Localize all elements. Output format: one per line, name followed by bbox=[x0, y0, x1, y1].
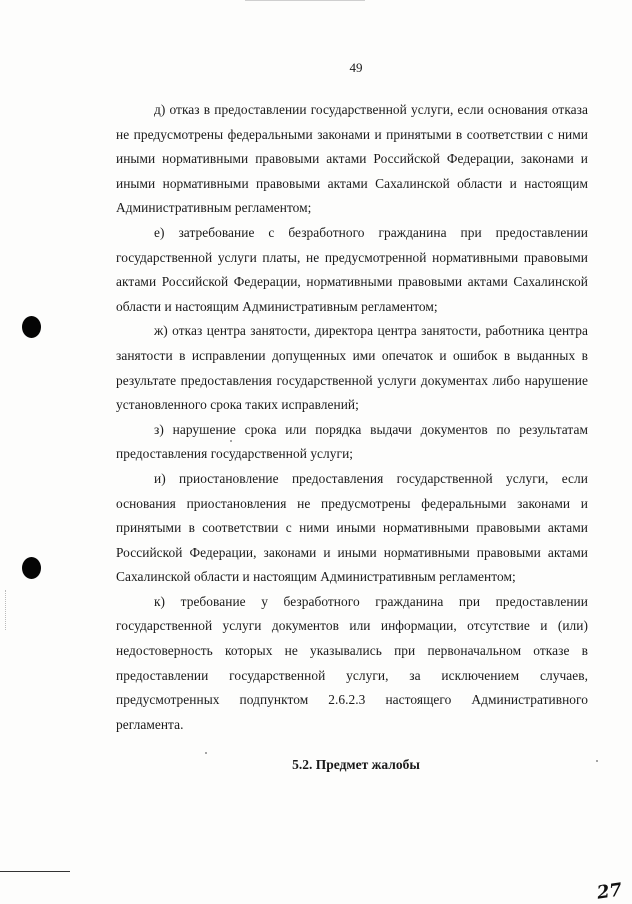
list-item-k: к) требование у безработного гражданина при предоставлении государственной услуги документов или информации, отсутствие и (или) недостоверность которых не указывались при первоначальном отказе в предоставлении государственной услуги, за исключением случаев, предусмотренных подпунктом 2.6.2.3 настоящего Административного регламента. bbox=[116, 593, 588, 732]
scan-speck bbox=[230, 440, 232, 442]
scan-edge-line bbox=[0, 871, 70, 872]
list-item-z: з) нарушение срока или порядка выдачи документов по результатам предоставления государственной услуги; bbox=[116, 421, 588, 462]
list-item-e: е) затребование с безработного гражданина при предоставлении государственной услуги платы, не предусмотренной нормативными правовыми актами Российской Федерации, нормативными правовыми актами Сахалинской области и настоящим Административным регламентом; bbox=[116, 224, 588, 314]
margin-dots bbox=[5, 590, 8, 630]
page-number: 49 bbox=[349, 60, 363, 75]
list-item-d: д) отказ в предоставлении государственной услуги, если основания отказа не предусмотрены федеральными законами и принятыми в соответствии с ними иными нормативными правовыми актами Российской Федерации, законами и иными нормативными правовыми актами Сахалинской области и настоящим Административным регламентом; bbox=[116, 102, 588, 216]
list-item-i: и) приостановление предоставления государственной услуги, если основания приостановления не предусмотрены федеральными законами и принятыми в соответствии с ними иными нормативными правовыми актами Российской Федерации, законами и иными нормативными правовыми актами Сахалинской области и настоящим Административным регламентом; bbox=[116, 470, 588, 585]
document-body bbox=[116, 98, 588, 737]
scan-speck bbox=[596, 760, 598, 762]
section-heading: 5.2. Предмет жалобы bbox=[292, 757, 420, 772]
handwritten-sheet-number: 27 bbox=[595, 879, 624, 904]
scan-speck bbox=[205, 752, 207, 754]
scan-edge-line bbox=[245, 0, 365, 1]
list-item-zh: ж) отказ центра занятости, директора центра занятости, работника центра занятости в исправлении допущенных ими опечаток и ошибок в выданных в результате предоставления государственной услуги документах либо нарушение установленного срока таких исправлений; bbox=[116, 323, 588, 413]
punch-hole bbox=[22, 316, 41, 338]
punch-hole bbox=[22, 557, 41, 579]
